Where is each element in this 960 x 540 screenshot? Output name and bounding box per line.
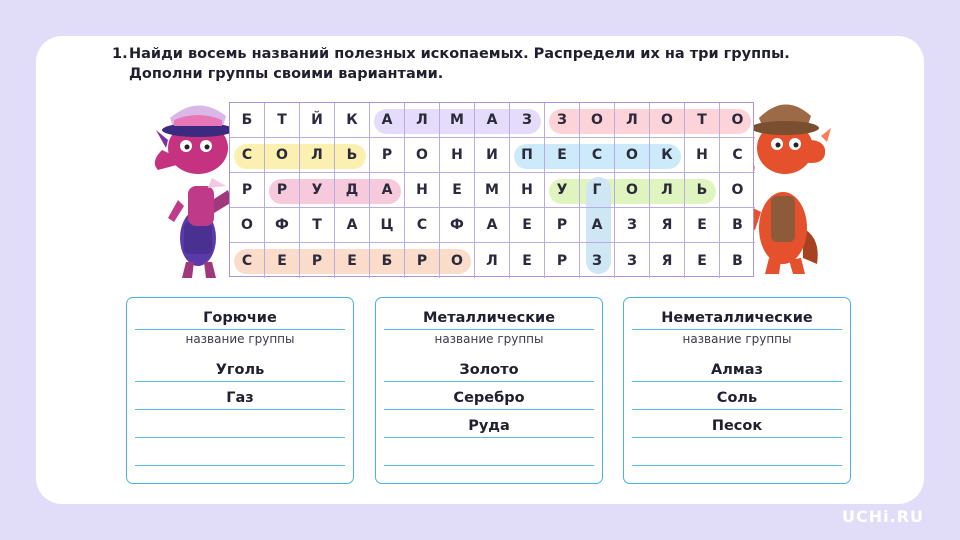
grid-letter[interactable]: Л (300, 138, 335, 173)
grid-letter[interactable]: Б (230, 103, 265, 138)
group-item[interactable]: Уголь (215, 362, 265, 378)
grid-letter[interactable]: Б (370, 243, 405, 278)
grid-letter[interactable]: О (265, 138, 300, 173)
grid-letter[interactable]: О (650, 103, 685, 138)
answer-line (632, 381, 842, 382)
grid-letter[interactable]: Р (300, 243, 335, 278)
group-title-underline (632, 329, 842, 330)
grid-letter[interactable]: С (580, 138, 615, 173)
grid-letter[interactable]: Л (615, 103, 650, 138)
word-search-grid (229, 102, 754, 277)
grid-letter[interactable]: С (230, 138, 265, 173)
grid-letter[interactable]: Е (685, 243, 720, 278)
grid-letter[interactable]: Е (685, 208, 720, 243)
group-title: Металлические (422, 310, 556, 326)
grid-letter[interactable]: Е (440, 173, 475, 208)
grid-letter[interactable]: Д (335, 173, 370, 208)
grid-letter[interactable]: Е (545, 138, 580, 173)
answer-line (135, 437, 345, 438)
grid-letter[interactable]: З (510, 103, 545, 138)
grid-letter[interactable]: А (370, 103, 405, 138)
grid-letter[interactable]: У (300, 173, 335, 208)
group-item[interactable]: Соль (716, 390, 758, 406)
grid-letter[interactable]: З (615, 208, 650, 243)
group-item[interactable]: Алмаз (711, 362, 763, 378)
grid-letter[interactable]: И (475, 138, 510, 173)
grid-letter[interactable]: А (475, 208, 510, 243)
grid-letter[interactable]: Л (405, 103, 440, 138)
grid-letter[interactable]: О (720, 173, 755, 208)
group-title: Неметаллические (661, 310, 813, 326)
answer-line (632, 409, 842, 410)
grid-letter[interactable]: А (335, 208, 370, 243)
answer-line (384, 381, 594, 382)
grid-letter[interactable]: Н (405, 173, 440, 208)
uchi-ru-logo: UCHi.RU (842, 507, 924, 526)
grid-letter[interactable]: З (615, 243, 650, 278)
group-title-underline (135, 329, 345, 330)
answer-line (632, 465, 842, 466)
grid-letter[interactable]: З (580, 243, 615, 278)
grid-letter[interactable]: О (405, 138, 440, 173)
task-text-line-1: Найди восемь названий полезных ископаемых. Распредели их на три группы. (129, 46, 790, 62)
group-item[interactable]: Песок (711, 418, 763, 434)
grid-letter[interactable]: Л (475, 243, 510, 278)
answer-line (135, 409, 345, 410)
answer-line (384, 465, 594, 466)
grid-letter[interactable]: Р (230, 173, 265, 208)
grid-letter[interactable]: Е (265, 243, 300, 278)
grid-letter[interactable]: О (615, 138, 650, 173)
task-number: 1. (112, 46, 128, 62)
grid-letter[interactable]: Г (580, 173, 615, 208)
grid-letter[interactable]: Ь (685, 173, 720, 208)
grid-letter[interactable]: Ц (370, 208, 405, 243)
answer-line (135, 381, 345, 382)
group-item[interactable]: Золото (459, 362, 519, 378)
group-item[interactable]: Серебро (453, 390, 525, 406)
grid-letter[interactable]: Р (545, 208, 580, 243)
grid-letter[interactable]: О (615, 173, 650, 208)
grid-letter[interactable]: Т (685, 103, 720, 138)
grid-letter[interactable]: Т (265, 103, 300, 138)
grid-letter[interactable]: Е (335, 243, 370, 278)
answer-line (632, 437, 842, 438)
grid-letter[interactable]: К (650, 138, 685, 173)
grid-letter[interactable]: С (230, 243, 265, 278)
grid-letter[interactable]: Р (265, 173, 300, 208)
group-subtitle: название группы (434, 332, 544, 346)
group-item[interactable]: Руда (468, 418, 510, 434)
grid-letter[interactable]: Н (440, 138, 475, 173)
answer-line (135, 465, 345, 466)
group-box-metallic (375, 297, 603, 484)
group-box-combustible (126, 297, 354, 484)
grid-letter[interactable]: А (475, 103, 510, 138)
grid-letter[interactable]: С (720, 138, 755, 173)
grid-letter[interactable]: О (440, 243, 475, 278)
grid-letter[interactable]: Е (510, 208, 545, 243)
grid-letter[interactable]: К (335, 103, 370, 138)
grid-letter[interactable]: Е (510, 243, 545, 278)
grid-letter[interactable]: З (545, 103, 580, 138)
grid-letter[interactable]: Н (685, 138, 720, 173)
grid-letter[interactable]: Н (510, 173, 545, 208)
grid-letter[interactable]: А (580, 208, 615, 243)
answer-line (384, 437, 594, 438)
purple-dragon-explorer-illustration (148, 90, 240, 280)
grid-letter[interactable]: Л (650, 173, 685, 208)
group-item[interactable]: Газ (226, 390, 254, 406)
grid-letter[interactable]: С (405, 208, 440, 243)
group-title: Горючие (203, 310, 277, 326)
grid-letter[interactable]: О (230, 208, 265, 243)
grid-letter[interactable]: Й (300, 103, 335, 138)
answer-line (384, 409, 594, 410)
grid-letter[interactable]: М (440, 103, 475, 138)
grid-letter[interactable]: Я (650, 243, 685, 278)
grid-letter[interactable]: Ф (265, 208, 300, 243)
grid-letter[interactable]: Ь (335, 138, 370, 173)
task-text-line-2: Дополни группы своими вариантами. (129, 66, 444, 82)
group-box-nonmetallic (623, 297, 851, 484)
grid-letter[interactable]: Р (405, 243, 440, 278)
grid-letter[interactable]: А (370, 173, 405, 208)
grid-letter[interactable]: В (732, 252, 743, 269)
grid-letter[interactable]: О (580, 103, 615, 138)
grid-letter[interactable]: Ф (440, 208, 475, 243)
grid-letter[interactable]: П (510, 138, 545, 173)
grid-letter[interactable]: Р (370, 138, 405, 173)
red-dragon-explorer-illustration (745, 88, 835, 278)
grid-letter[interactable]: Я (650, 208, 685, 243)
group-subtitle: название группы (185, 332, 295, 346)
grid-letter[interactable]: Т (300, 208, 335, 243)
grid-letter[interactable]: М (475, 173, 510, 208)
grid-letter[interactable]: Р (545, 243, 580, 278)
grid-letter[interactable]: У (545, 173, 580, 208)
group-subtitle: название группы (682, 332, 792, 346)
grid-letter[interactable]: В (720, 208, 755, 243)
group-title-underline (384, 329, 594, 330)
grid-letter[interactable]: О (720, 103, 755, 138)
